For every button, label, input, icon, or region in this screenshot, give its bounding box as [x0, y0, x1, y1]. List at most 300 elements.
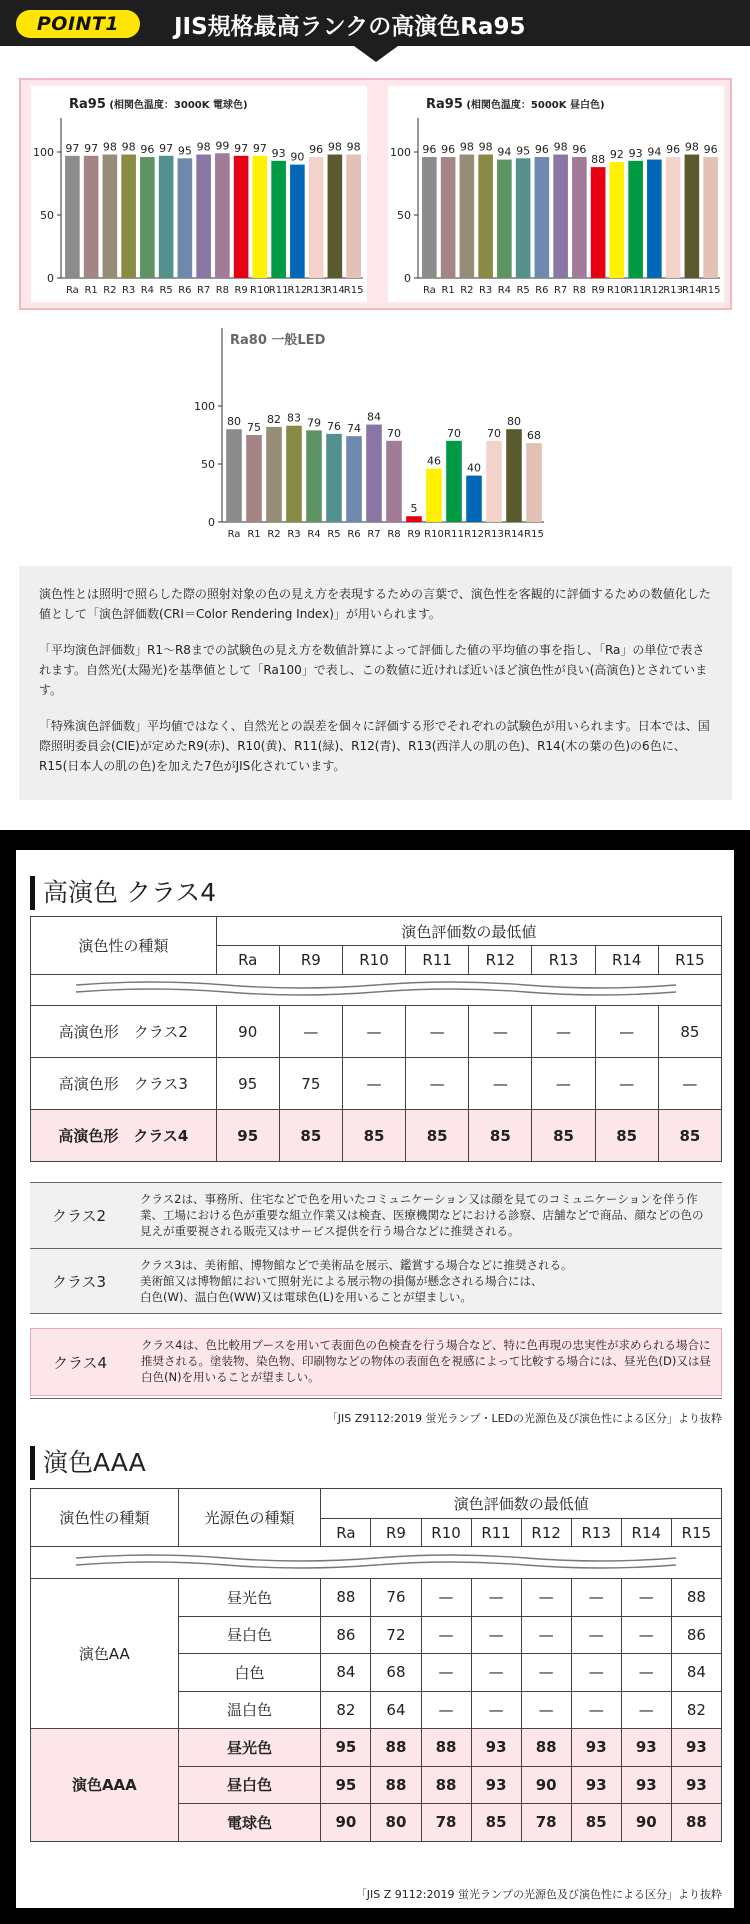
y-tick-label: 0 — [404, 272, 411, 285]
x-tick-label: R5 — [516, 285, 530, 296]
col-header: R14 — [621, 1519, 671, 1547]
table-cell: — — [279, 1006, 342, 1058]
bar — [290, 165, 305, 278]
x-tick-label: R10 — [424, 529, 444, 540]
x-tick-label: R2 — [460, 285, 474, 296]
row-label: 高演色形 クラス2 — [31, 1006, 217, 1058]
light-type: 電球色 — [178, 1804, 321, 1842]
bar-value-label: 98 — [684, 140, 699, 154]
col-type-header: 演色性の種類 — [31, 1489, 179, 1547]
bar-value-label: 98 — [346, 140, 361, 154]
bar — [226, 429, 242, 522]
note-label: クラス2 — [52, 1207, 107, 1225]
bar-value-label: 97 — [234, 141, 249, 155]
table-cell: — — [469, 1006, 532, 1058]
bar-value-label: 98 — [327, 140, 342, 154]
x-tick-label: R5 — [327, 529, 341, 540]
x-tick-label: R15 — [524, 529, 544, 540]
header-bar — [0, 0, 750, 46]
table-cell: — — [342, 1006, 405, 1058]
bar — [366, 425, 382, 522]
x-tick-label: R2 — [103, 285, 117, 296]
col-header: R12 — [469, 946, 532, 975]
x-tick-label: R9 — [407, 529, 421, 540]
chart-title-main: Ra95 — [69, 97, 106, 112]
bar — [346, 436, 362, 522]
table-cell: 93 — [621, 1729, 671, 1767]
bar — [84, 156, 99, 278]
table-cell: — — [532, 1006, 595, 1058]
table-cell: 80 — [371, 1804, 421, 1842]
page-title: JIS規格最高ランクの高演色Ra95 — [174, 14, 526, 40]
table1-title: 高演色 クラス4 — [30, 876, 216, 910]
x-tick-label: R12 — [644, 285, 665, 296]
col-header: R9 — [371, 1519, 421, 1547]
table-cell: 85 — [469, 1110, 532, 1162]
col-header: R10 — [342, 946, 405, 975]
table-cell: 86 — [321, 1616, 371, 1654]
bar — [441, 157, 456, 278]
bar-value-label: 95 — [177, 144, 192, 158]
bar — [506, 429, 522, 522]
x-tick-label: R15 — [343, 285, 364, 296]
table-cell: 88 — [371, 1766, 421, 1804]
bar-value-label: 96 — [572, 143, 587, 157]
note-text: クラス2は、事務所、住宅などで色を用いたコミュニケーション又は顔を見てのコミュニケーションを伴う作業、工場における色が重要な組立作業又は検査、医療機関などにおける診察、店舗などで商品、顔などの色の見えが重要視される販売又はサービス提供を行う場合などに推奨される。 — [140, 1192, 704, 1238]
bar-value-label: 97 — [65, 141, 80, 155]
bar — [234, 156, 249, 278]
table-cell: 88 — [671, 1579, 721, 1617]
table-cell: 88 — [421, 1729, 471, 1767]
table-cell: 93 — [571, 1766, 621, 1804]
table-row — [31, 1729, 722, 1767]
table-cell: 85 — [471, 1804, 521, 1842]
cri-description — [19, 566, 732, 800]
table-cell: — — [471, 1654, 521, 1692]
table-cell: 85 — [279, 1110, 342, 1162]
bar — [426, 469, 442, 522]
bar-value-label: 70 — [387, 426, 401, 440]
table-cell: 93 — [471, 1766, 521, 1804]
table-cell: — — [621, 1616, 671, 1654]
table-cell: 86 — [671, 1616, 721, 1654]
y-tick-label: 100 — [390, 146, 411, 159]
table-cell: 84 — [671, 1654, 721, 1692]
bar — [610, 162, 625, 278]
table-cell: — — [658, 1058, 721, 1110]
x-tick-label: R11 — [268, 285, 289, 296]
table-row — [31, 1058, 722, 1110]
table-cell: — — [469, 1058, 532, 1110]
description-paragraph: 演色性とは照明で照らした際の照射対象の色の見え方を表現するための言葉で、演色性を客観的に評価するための数値化した値として「演色評価数(CRI＝Color Rendering Index)」が用いられます。 — [39, 587, 711, 621]
bar-value-label: 96 — [666, 143, 681, 157]
table-cell: — — [532, 1058, 595, 1110]
table-cell: 90 — [321, 1804, 371, 1842]
row-label: 高演色形 クラス3 — [31, 1058, 217, 1110]
bar-value-label: 88 — [591, 153, 606, 167]
table-cell: 88 — [321, 1579, 371, 1617]
bar — [591, 167, 606, 278]
x-tick-label: Ra — [227, 529, 241, 540]
bar — [196, 155, 211, 278]
x-tick-label: R10 — [607, 285, 627, 296]
table-cell: 93 — [621, 1766, 671, 1804]
wave-divider — [31, 1547, 722, 1579]
bar — [516, 158, 531, 278]
note-label: クラス3 — [52, 1272, 107, 1291]
x-tick-label: Ra — [422, 285, 436, 296]
table-cell: — — [521, 1579, 571, 1617]
bar-value-label: 98 — [553, 140, 568, 154]
bar — [460, 155, 475, 278]
table-cell: — — [471, 1691, 521, 1729]
bar-value-label: 96 — [422, 143, 437, 157]
col-header: R10 — [421, 1519, 471, 1547]
table-row — [31, 1006, 722, 1058]
note-class2 — [30, 1182, 722, 1248]
table-cell: — — [421, 1616, 471, 1654]
bar-value-label: 93 — [628, 146, 643, 160]
bar-value-label: 96 — [140, 143, 155, 157]
table-cell: 85 — [595, 1110, 658, 1162]
x-tick-label: R3 — [478, 285, 493, 296]
y-tick-label: 50 — [397, 209, 411, 222]
bar-value-label: 97 — [252, 141, 267, 155]
class-notes — [30, 1182, 722, 1396]
description-paragraph: 「特殊演色評価数」平均値ではなく、自然光との誤差を個々に評価する形でそれぞれの試験色が用いられます。日本では、国際照明委員会(CIE)が定めたR9(赤)、R10(黄)、R11(緑)、R12(青)、R13(西洋人の肌の色)、R14(木の葉の色)の6色に、R15(日本人の肌の色)を加えた7色がJIS化されています。 — [39, 719, 710, 773]
x-tick-label: R8 — [215, 285, 230, 296]
table-cell: — — [421, 1579, 471, 1617]
bar — [140, 157, 155, 278]
chart-title — [230, 332, 326, 348]
x-tick-label: R7 — [553, 285, 568, 296]
x-tick-label: R9 — [234, 285, 248, 296]
col-type-header: 演色性の種類 — [31, 917, 217, 975]
table2-title: 演色AAA — [30, 1446, 146, 1480]
table-cell: 85 — [406, 1110, 469, 1162]
point-badge: POINT1 — [16, 10, 140, 38]
note-text: クラス4は、色比較用ブースを用いて表面色の色検査を行う場合など、特に色再現の忠実性が求められる場合に推奨される。塗装物、染色物、印刷物などの物体の表面色を視感によって比較する場合には、昼光色(D)又は昼白色(N)を用いることが望ましい。 — [141, 1338, 711, 1384]
table-cell: — — [571, 1654, 621, 1692]
chart-ra95-3000k — [31, 86, 367, 302]
x-tick-label: R4 — [497, 285, 512, 296]
bar-value-label: 79 — [307, 416, 321, 430]
col-group-header: 演色評価数の最低値 — [216, 917, 721, 946]
x-tick-label: R7 — [196, 285, 211, 296]
table-cell: 85 — [571, 1804, 621, 1842]
bar — [478, 155, 493, 278]
bar-value-label: 94 — [497, 145, 512, 159]
y-tick-label: 50 — [40, 209, 54, 222]
col-header: R14 — [595, 946, 658, 975]
bar-value-label: 70 — [487, 426, 501, 440]
x-tick-label: R3 — [121, 285, 136, 296]
bar-value-label: 75 — [247, 421, 261, 434]
note-text: クラス3は、美術館、博物館などで美術品を展示、鑑賞する場合などに推奨される。 美術館又は博物館において照射光による展示物の損傷が懸念される場合には、 白色(W)、温白色(WW)又は電球色(L)を用いることが望ましい。 — [140, 1258, 573, 1304]
table-cell: — — [595, 1006, 658, 1058]
table-cell: 85 — [532, 1110, 595, 1162]
chart-title — [426, 97, 605, 112]
x-tick-label: R11 — [444, 529, 464, 540]
x-tick-label: R8 — [572, 285, 587, 296]
x-tick-label: R4 — [307, 529, 321, 540]
table-cell: 68 — [371, 1654, 421, 1692]
table-cell: — — [471, 1616, 521, 1654]
x-tick-label: R11 — [625, 285, 646, 296]
col-header: R15 — [671, 1519, 721, 1547]
table-cell: 90 — [216, 1006, 279, 1058]
table-cell: 88 — [521, 1729, 571, 1767]
bar-value-label: 46 — [427, 454, 441, 468]
x-tick-label: R4 — [140, 285, 155, 296]
table-cell: — — [342, 1058, 405, 1110]
bar — [466, 476, 482, 522]
table-cell: 64 — [371, 1691, 421, 1729]
bar-value-label: 94 — [647, 145, 662, 159]
table-cell: 85 — [658, 1110, 721, 1162]
table-cell: 95 — [216, 1058, 279, 1110]
header-arrow — [354, 46, 398, 62]
bar — [386, 441, 402, 522]
x-tick-label: R2 — [267, 529, 281, 540]
description-paragraph: 「平均演色評価数」R1〜R8までの試験色の見え方を数値計算によって評価した値の平均値の事を指し、「Ra」の単位で表されます。自然光(太陽光)を基準値として「Ra100」で表し、この数値に近ければ近いほど演色性が良い(高演色)とされています。 — [39, 643, 708, 697]
note-class3 — [30, 1248, 722, 1314]
table-cell: 78 — [421, 1804, 471, 1842]
col-header: Ra — [216, 946, 279, 975]
x-tick-label: R14 — [325, 285, 345, 296]
chart-svg — [388, 86, 724, 302]
table-cell: 84 — [321, 1654, 371, 1692]
col-header: R11 — [406, 946, 469, 975]
wave-divider — [31, 975, 722, 1006]
bar — [406, 516, 422, 522]
table-cell: — — [406, 1058, 469, 1110]
bar-value-label: 97 — [84, 141, 99, 155]
table-cell: 88 — [371, 1729, 421, 1767]
table-cell: — — [571, 1616, 621, 1654]
bar-value-label: 99 — [215, 139, 230, 153]
table-cell: — — [595, 1058, 658, 1110]
table-cell: 88 — [421, 1766, 471, 1804]
y-tick-label: 100 — [194, 400, 215, 413]
table-cell: 95 — [321, 1766, 371, 1804]
bar-value-label: 76 — [327, 419, 341, 433]
x-tick-label: R7 — [367, 529, 381, 540]
standards-section — [16, 850, 734, 1908]
bar — [103, 155, 118, 278]
bar — [703, 157, 718, 278]
table-cell: — — [571, 1579, 621, 1617]
table-cell: 72 — [371, 1616, 421, 1654]
table-cell: 78 — [521, 1804, 571, 1842]
bar — [306, 430, 322, 522]
source-note-1: 「JIS Z9112:2019 蛍光ランプ・LEDの光源色及び演色性による区分」より抜粋 — [326, 1412, 722, 1425]
x-tick-label: R8 — [387, 529, 401, 540]
table-cell: 82 — [321, 1691, 371, 1729]
bar — [647, 160, 662, 278]
chart-ra95-5000k — [388, 86, 724, 302]
chart-svg — [31, 86, 367, 302]
x-tick-label: R1 — [247, 529, 261, 540]
x-tick-label: R1 — [84, 285, 98, 296]
aaa-table — [30, 1488, 722, 1842]
table-cell: — — [521, 1691, 571, 1729]
table-cell: 82 — [671, 1691, 721, 1729]
bar — [266, 427, 282, 522]
table-cell: — — [421, 1654, 471, 1692]
bar — [326, 434, 342, 522]
col-header: R13 — [532, 946, 595, 975]
bar-value-label: 98 — [459, 140, 474, 154]
table-cell: — — [571, 1691, 621, 1729]
x-tick-label: R6 — [535, 285, 549, 296]
table-cell: — — [521, 1616, 571, 1654]
x-tick-label: R12 — [287, 285, 308, 296]
bar — [422, 157, 437, 278]
table-cell: — — [521, 1654, 571, 1692]
x-tick-label: R14 — [682, 285, 702, 296]
x-tick-label: R3 — [287, 529, 301, 540]
table-cell: 93 — [671, 1766, 721, 1804]
bar-value-label: 98 — [196, 140, 211, 154]
bar — [271, 161, 286, 278]
table-cell: 76 — [371, 1579, 421, 1617]
x-tick-label: R6 — [178, 285, 192, 296]
x-tick-label: R12 — [464, 529, 484, 540]
bar — [346, 155, 361, 278]
chart-title-main: Ra95 — [426, 97, 463, 112]
table-cell: 90 — [621, 1804, 671, 1842]
x-tick-label: R13 — [306, 285, 326, 296]
y-tick-label: 100 — [33, 146, 54, 159]
bar — [685, 155, 700, 278]
bar-value-label: 96 — [703, 143, 718, 157]
light-type: 昼白色 — [178, 1766, 321, 1804]
bar — [535, 157, 550, 278]
bar-value-label: 98 — [121, 140, 136, 154]
light-type: 昼光色 — [178, 1729, 321, 1767]
bar-value-label: 84 — [367, 410, 381, 424]
bar-value-label: 96 — [534, 143, 549, 157]
col-header: R15 — [658, 946, 721, 975]
chart-title — [69, 97, 248, 112]
bar-value-label: 95 — [516, 144, 531, 158]
table-cell: 95 — [321, 1729, 371, 1767]
table-cell: — — [621, 1579, 671, 1617]
table-cell: 93 — [471, 1729, 521, 1767]
note-label: クラス4 — [53, 1353, 108, 1372]
x-tick-label: R15 — [700, 285, 721, 296]
table-cell: 88 — [671, 1804, 721, 1842]
table-cell: — — [471, 1579, 521, 1617]
chart-title-main: Ra80 一般LED — [230, 333, 326, 348]
bar — [572, 157, 587, 278]
y-tick-label: 50 — [201, 458, 215, 471]
bar-value-label: 83 — [287, 411, 301, 425]
x-tick-label: R13 — [663, 285, 683, 296]
x-tick-label: Ra — [65, 285, 79, 296]
light-type: 昼白色 — [178, 1616, 321, 1654]
class-table — [30, 916, 722, 1162]
bar — [65, 156, 80, 278]
table-row — [31, 1579, 722, 1617]
x-tick-label: R14 — [504, 529, 524, 540]
col-header: R9 — [279, 946, 342, 975]
group-label: 演色AAA — [31, 1729, 179, 1842]
bar — [497, 160, 512, 278]
bar-value-label: 40 — [467, 461, 481, 475]
cri-section — [0, 46, 750, 830]
notes-divider — [30, 1398, 722, 1399]
bar — [309, 157, 324, 278]
note-class4 — [30, 1328, 722, 1396]
bar-value-label: 74 — [347, 422, 361, 436]
x-tick-label: R6 — [347, 529, 361, 540]
col-header: Ra — [321, 1519, 371, 1547]
bar-value-label: 98 — [478, 140, 493, 154]
bar-value-label: 82 — [267, 412, 281, 426]
table-cell: 93 — [571, 1729, 621, 1767]
bar — [553, 155, 568, 278]
table-cell: — — [621, 1691, 671, 1729]
x-tick-label: R1 — [441, 285, 455, 296]
table-cell: 90 — [521, 1766, 571, 1804]
bar-value-label: 80 — [507, 415, 521, 429]
bar-value-label: 90 — [290, 150, 305, 164]
bar-value-label: 80 — [227, 415, 241, 429]
col-header: R13 — [571, 1519, 621, 1547]
bar — [178, 158, 193, 278]
bar-value-label: 93 — [271, 146, 286, 160]
bar-value-label: 98 — [102, 140, 117, 154]
bar — [628, 161, 643, 278]
y-tick-label: 0 — [208, 516, 215, 529]
col-header: R12 — [521, 1519, 571, 1547]
light-type: 温白色 — [178, 1691, 321, 1729]
x-tick-label: R10 — [250, 285, 270, 296]
table-cell: 95 — [216, 1110, 279, 1162]
bar-value-label: 92 — [609, 148, 624, 162]
chart-title-sub: (相関色温度：5000K 昼白色) — [462, 100, 605, 111]
y-tick-label: 0 — [47, 272, 54, 285]
bar-value-label: 97 — [159, 141, 174, 155]
table-cell: 75 — [279, 1058, 342, 1110]
x-tick-label: R5 — [159, 285, 173, 296]
bar-value-label: 70 — [447, 426, 461, 440]
chart-svg — [188, 324, 548, 548]
bar — [286, 426, 302, 522]
table-cell: — — [406, 1006, 469, 1058]
table-cell: — — [421, 1691, 471, 1729]
bar — [328, 155, 343, 278]
bar-value-label: 5 — [410, 502, 418, 516]
table-cell: 85 — [342, 1110, 405, 1162]
bar — [526, 443, 542, 522]
x-tick-label: R9 — [591, 285, 605, 296]
col-header: R11 — [471, 1519, 521, 1547]
col-group-header: 演色評価数の最低値 — [321, 1489, 722, 1519]
table-cell: — — [621, 1654, 671, 1692]
bar — [121, 155, 136, 278]
bar — [215, 153, 230, 278]
bar — [666, 157, 681, 278]
bar-value-label: 68 — [527, 429, 541, 443]
chart-ra80-led — [188, 324, 548, 548]
bar — [246, 435, 262, 522]
x-tick-label: R13 — [484, 529, 504, 540]
bar — [159, 156, 174, 278]
group-label: 演色AA — [31, 1579, 179, 1729]
